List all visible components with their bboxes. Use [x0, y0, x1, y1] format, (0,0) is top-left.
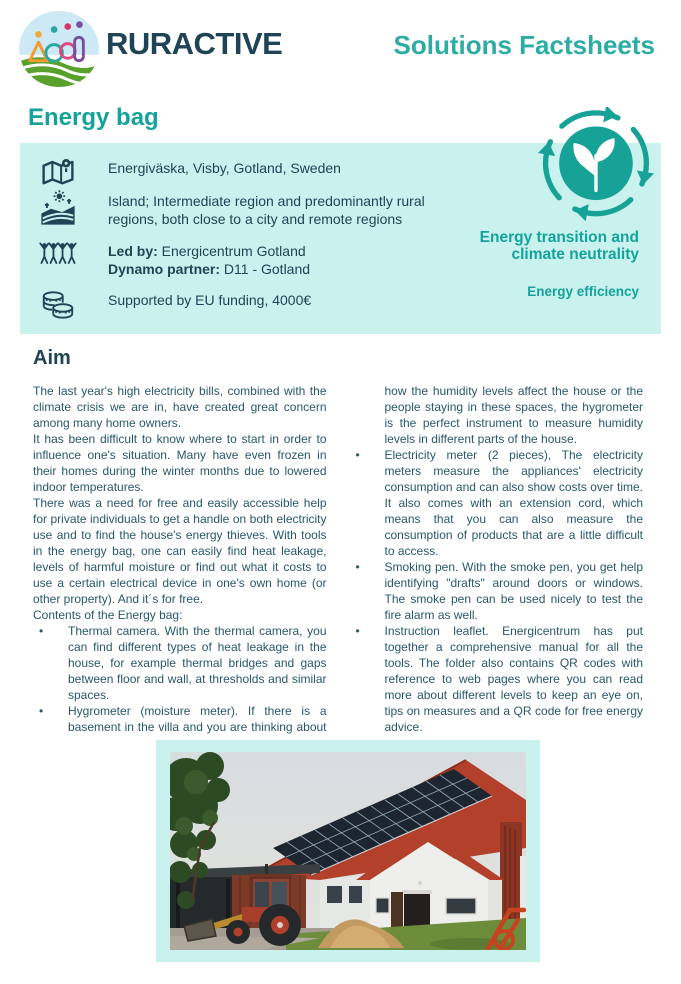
led-by-value: Energicentrum Gotland: [161, 243, 306, 259]
solution-title: Energy bag: [28, 104, 159, 131]
info-row-partners: [38, 240, 460, 278]
aim-paragraph: The last year's high electricity bills, combined with the climate crisis we are in, have created great concern among many home owners.: [33, 384, 327, 430]
aim-heading: Aim: [33, 347, 71, 369]
subcategory-label: Energy efficiency: [527, 284, 639, 299]
aim-paragraph: It has been difficult to know where to start in order to influence one's situation. Many have even frozen in their homes during the winter months due to lowered indoor temperatures.: [33, 432, 327, 494]
brand-wordmark: RURACTIVE: [106, 26, 283, 61]
dynamo-label: Dynamo partner:: [108, 261, 221, 277]
dynamo-value: D11 - Gotland: [223, 261, 311, 277]
aim-paragraph: There was a need for free and easily accessible help for private individuals to get a handle on both electricity use and to find the house's energy thieves. With tools in the energy bag, one can easily find heat leakage, levels of harmful moisture or find out what it costs to use a certain electrical device in one's own home (or other property). And it´s for free.: [33, 496, 327, 606]
aim-body: [33, 383, 643, 737]
info-row-region: [38, 190, 460, 228]
list-item: • Thermal camera. With the thermal camera, you can find different types of heat leakage in the house, for example thermal bridges and gaps between floor and wall, at thresholds and similar spaces.: [33, 623, 327, 703]
info-panel: [20, 143, 661, 334]
partners-text: [108, 240, 460, 278]
map-location-icon: [38, 157, 78, 187]
farm-photo: [170, 752, 526, 950]
led-by-label: Led by:: [108, 243, 158, 259]
info-row-funding: [38, 289, 460, 321]
coins-icon: [38, 289, 78, 321]
list-item: • Instruction leaflet. Energicentrum has put together a comprehensive manual for all the tools. The folder also contains QR codes with reference to web pages where you can read more about different levels to keep an eye on, tips on measures and a QR code for free energy advice.: [350, 623, 644, 735]
list-item: • Hygrometer (moisture meter). If there is a basement in the villa and you are thinking about how the humidity levels affect the house or the people staying in these spaces, the hygrometer is the perfect instrument to measure humidity levels in different parts of the house.: [33, 383, 643, 737]
people-group-icon: [38, 240, 78, 266]
led-by-line: [108, 242, 460, 260]
field-landscape-icon: [38, 190, 78, 226]
sheet-title: Solutions Factsheets: [393, 30, 655, 60]
dynamo-line: [108, 260, 460, 278]
region-text: Island; Intermediate region and predominantly rural regions, both close to a city and remote regions: [108, 193, 425, 227]
aim-paragraph: Contents of the Energy bag:: [33, 608, 183, 622]
photo-frame: [156, 740, 540, 962]
info-row-location: [38, 157, 460, 187]
sprout-recycle-icon: [532, 107, 658, 237]
category-title: Energy transition and climate neutrality: [479, 229, 639, 263]
list-item: • Electricity meter (2 pieces), The electricity meters measure the appliances' electricity consumption and can also show costs over time. It also comes with an extension cord, which means that you can also measure the consumption of products that are a little difficult to access.: [350, 447, 644, 559]
funding-text: Supported by EU funding, 4000€: [108, 292, 312, 308]
ruractive-logo-icon: [18, 10, 100, 88]
list-item: • Smoking pen. With the smoke pen, you get help identifying "drafts" around doors or windows. The smoke pen can be used nicely to test the fire alarm as well.: [350, 559, 644, 623]
location-text: Energiväska, Visby, Gotland, Sweden: [108, 160, 341, 176]
